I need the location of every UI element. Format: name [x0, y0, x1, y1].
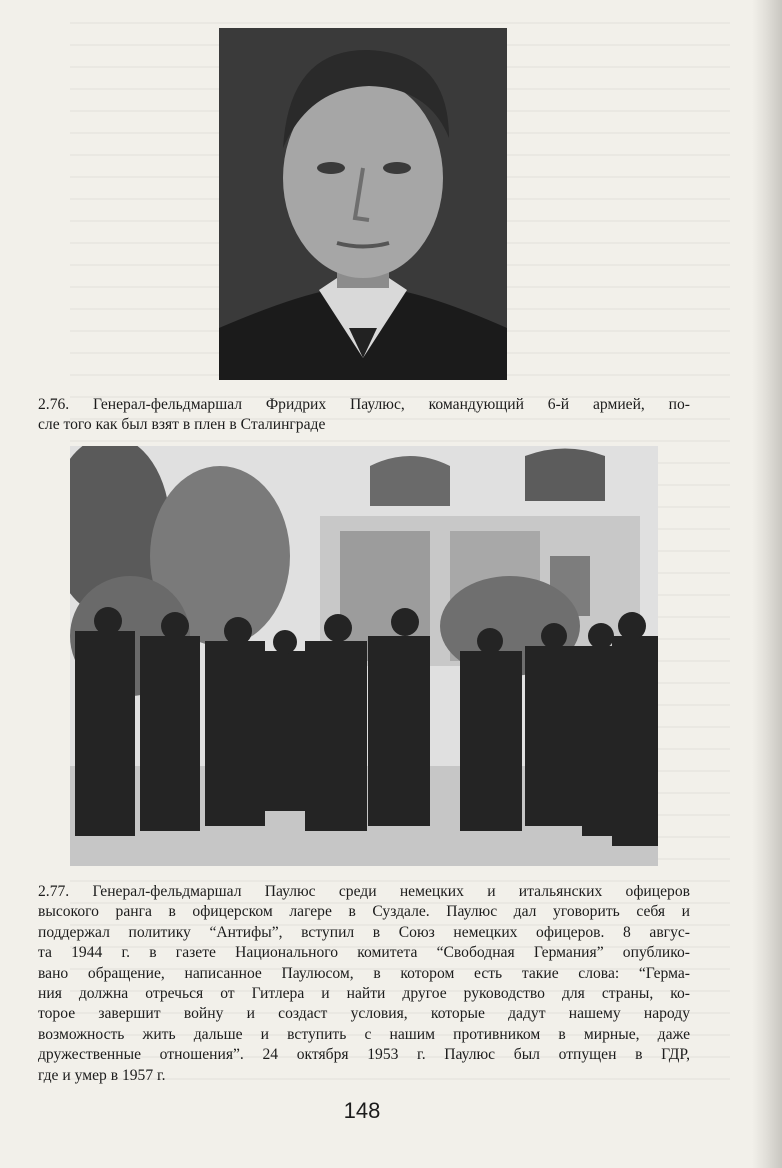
figure-2-76-caption — [38, 395, 690, 436]
caption-line: 2.76. Генерал-фельдмаршал Фридрих Паулюс, командующий 6-й армией, по- — [38, 396, 690, 413]
caption-line: ния должна отречься от Гитлера и найти другое руководство для страны, ко- — [38, 984, 690, 1002]
page-number: 148 — [343, 1098, 381, 1123]
figure-2-77-caption — [38, 882, 690, 1086]
portrait-photo — [219, 28, 507, 380]
caption-line: дружественные отношения”. 24 октября 1953 г. Паулюс был отпущен в ГДР, — [38, 1046, 690, 1064]
caption-line: торое завершит войну и создаст условия, которые дадут нашему народу — [38, 1005, 690, 1023]
caption-line: высокого ранга в офицерском лагере в Суздале. Паулюс дал уговорить себя и — [38, 903, 690, 921]
caption-line: где и умер в 1957 г. — [38, 1066, 166, 1084]
group-photo — [70, 446, 658, 866]
caption-line: 2.77. Генерал-фельдмаршал Паулюс среди немецких и итальянских офицеров — [38, 883, 690, 900]
caption-line: та 1944 г. в газете Национального комитета “Свободная Германия” опублико- — [38, 944, 690, 962]
portrait-photo-drawing — [219, 28, 507, 380]
page-binding-edge — [752, 0, 782, 1168]
caption-line: вано обращение, написанное Паулюсом, в котором есть такие слова: “Герма- — [38, 964, 690, 982]
group-photo-drawing — [70, 446, 658, 866]
caption-line: возможность жить дальше и вступить с нашим противником в мирные, даже — [38, 1025, 690, 1043]
caption-line: поддержал политику “Антифы”, вступил в Союз немецких офицеров. 8 авгус- — [38, 923, 690, 941]
caption-line: сле того как был взят в плен в Сталинграде — [38, 416, 326, 434]
